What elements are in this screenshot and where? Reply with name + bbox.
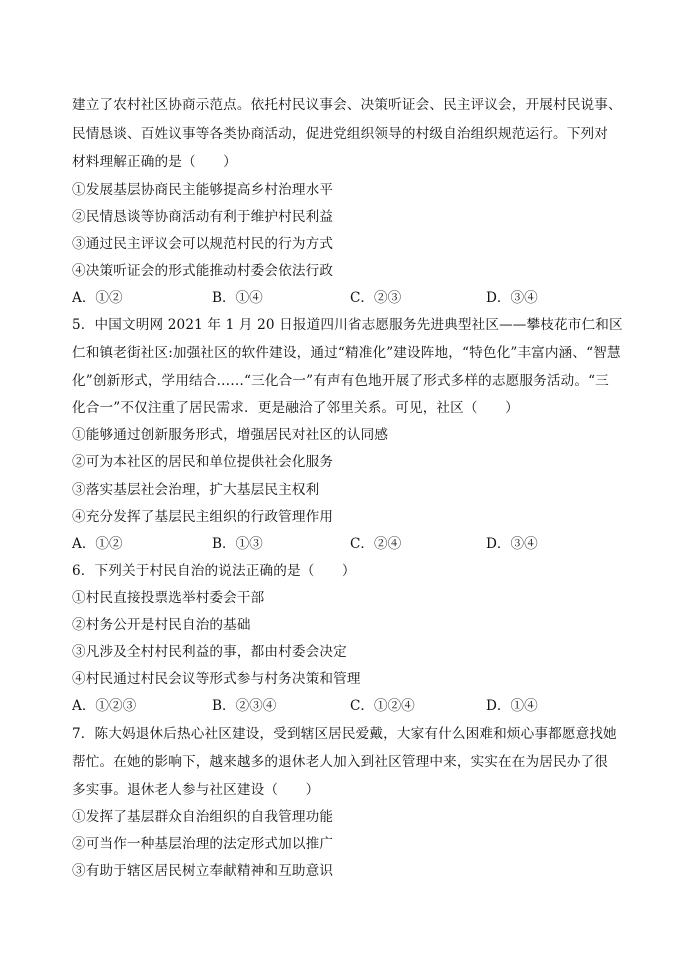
q7-stem-line: 多实事。退休老人参与社区建设（ ） xyxy=(72,782,320,798)
q6-statement: ④村民通过村民会议等形式参与村务决策和管理 xyxy=(72,671,361,687)
q5-options xyxy=(72,535,632,553)
q6-options xyxy=(72,697,632,715)
q5-stem-line: 化合一”不仅注重了居民需求．更是融洽了邻里关系。可见，社区（ ） xyxy=(72,400,519,416)
q4-option-d: D．③④ xyxy=(486,290,538,306)
q4-stem-line: 材料理解正确的是（ ） xyxy=(72,154,237,170)
q5-option-d: D．③④ xyxy=(486,536,538,552)
q4-statement: ④决策听证会的形式能推动村委会依法行政 xyxy=(72,263,334,279)
q5-statement: ①能够通过创新服务形式，增强居民对社区的认同感 xyxy=(72,427,389,443)
q6-statement: ③凡涉及全村村民利益的事，都由村委会决定 xyxy=(72,644,347,660)
q5-stem-line: 化”创新形式，学用结合……“三化合一”有声有色地开展了形式多样的志愿服务活动。“三 xyxy=(72,373,609,389)
q7-statement: ②可当作一种基层治理的法定形式加以推广 xyxy=(72,836,334,852)
q6-statement: ①村民直接投票选举村委会干部 xyxy=(72,590,265,606)
q6-statement: ②村务公开是村民自治的基础 xyxy=(72,617,251,633)
q4-option-a: A．①② xyxy=(72,290,123,306)
q4-option-c: C．②③ xyxy=(350,290,402,306)
q5-stem-line: 仁和镇老街社区:加强社区的软件建设，通过“精准化”建设阵地，“特色化”丰富内涵、“智慧 xyxy=(72,345,621,361)
q6-option-d: D．①④ xyxy=(486,698,538,714)
q6-option-a: A．①②③ xyxy=(72,698,137,714)
q5-option-b: B．①③ xyxy=(212,536,263,552)
q7-stem-line: 7．陈大妈退休后热心社区建设，受到辖区居民爱戴，大家有什么困难和烦心事都愿意找她 xyxy=(72,726,617,742)
q4-statement: ③通过民主评议会可以规范村民的行为方式 xyxy=(72,236,334,252)
q7-statement: ③有助于辖区居民树立奉献精神和互助意识 xyxy=(72,863,334,879)
q5-option-c: C．②④ xyxy=(350,536,402,552)
q6-stem-line: 6．下列关于村民自治的说法正确的是（ ） xyxy=(72,563,356,579)
q4-statement: ①发展基层协商民主能够提高乡村治理水平 xyxy=(72,182,334,198)
q5-statement: ④充分发挥了基层民主组织的行政管理作用 xyxy=(72,509,334,525)
q6-option-c: C．①②④ xyxy=(350,698,415,714)
q5-option-a: A．①② xyxy=(72,536,123,552)
q4-stem-line: 建立了农村社区协商示范点。依托村民议事会、决策听证会、民主评议会，开展村民说事、 xyxy=(72,97,622,113)
q4-stem-line: 民情恳谈、百姓议事等各类协商活动，促进党组织领导的村级自治组织规范运行。下列对 xyxy=(72,126,609,142)
q4-statement: ②民情恳谈等协商活动有利于维护村民利益 xyxy=(72,209,334,225)
q5-statement: ③落实基层社会治理，扩大基层民主权利 xyxy=(72,482,320,498)
q4-option-b: B．①④ xyxy=(212,290,263,306)
q5-stem-line: 5．中国文明网 2021 年 1 月 20 日报道四川省志愿服务先进典型社区——攀枝花市仁和区 xyxy=(72,317,623,333)
q5-statement: ②可为本社区的居民和单位提供社会化服务 xyxy=(72,454,334,470)
q7-stem-line: 帮忙。在她的影响下，越来越多的退休老人加入到社区管理中来，实实在在为居民办了很 xyxy=(72,754,609,770)
q6-option-b: B．②③④ xyxy=(212,698,277,714)
q4-options xyxy=(72,289,632,307)
q7-statement: ①发挥了基层群众自治组织的自我管理功能 xyxy=(72,809,334,825)
